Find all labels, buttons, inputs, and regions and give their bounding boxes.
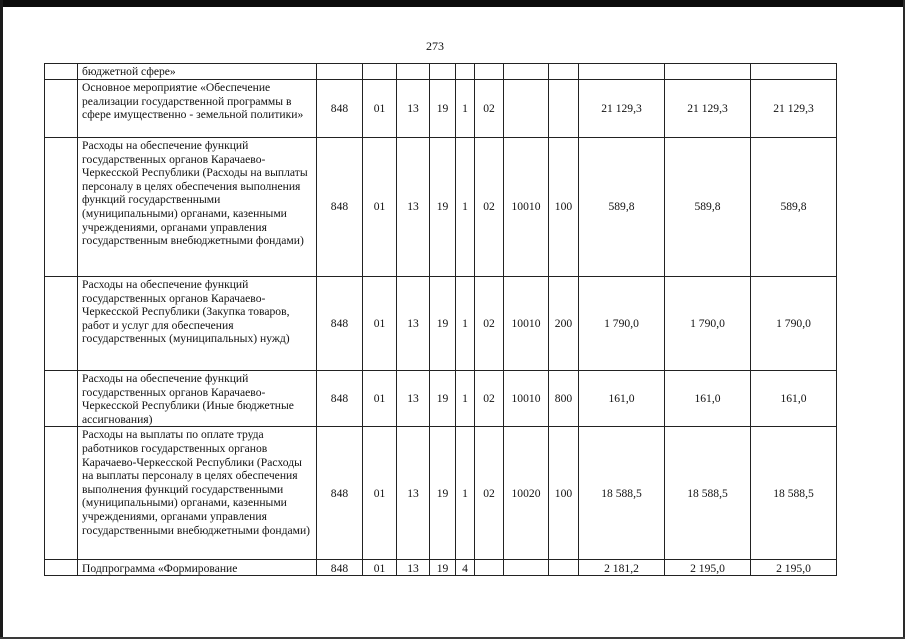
cell-event [475, 560, 504, 576]
cell-subprogram: 1 [456, 138, 475, 277]
table-row [45, 80, 837, 138]
scan-edge-top [0, 0, 905, 7]
cell-sum-1: 21 129,3 [579, 80, 665, 138]
cell-program: 19 [430, 371, 456, 427]
cell-event: 02 [475, 80, 504, 138]
cell-sum-1: 1 790,0 [579, 277, 665, 371]
cell-direction [504, 80, 549, 138]
cell-admin: 848 [317, 371, 363, 427]
cell-section: 01 [363, 138, 397, 277]
cell-sum-2 [665, 64, 751, 80]
cell-sum-2: 589,8 [665, 138, 751, 277]
cell-sum-2: 2 195,0 [665, 560, 751, 576]
cell-direction: 10020 [504, 427, 549, 560]
cell-sum-1: 589,8 [579, 138, 665, 277]
cell-subprogram: 1 [456, 371, 475, 427]
table-row [45, 138, 837, 277]
cell-sum-3: 1 790,0 [751, 277, 837, 371]
cell-subsection [397, 64, 430, 80]
cell-subsection: 13 [397, 80, 430, 138]
cell-event: 02 [475, 371, 504, 427]
cell-section: 01 [363, 80, 397, 138]
cell-sum-2: 18 588,5 [665, 427, 751, 560]
cell-subsection: 13 [397, 138, 430, 277]
cell-program: 19 [430, 138, 456, 277]
table-cell-blank [45, 427, 78, 560]
cell-name: Расходы на обеспечение функций государственных органов Карачаево-Черкесской Республики (Расходы на выплаты персоналу в целях обеспечения выполнения функций государственными (муниципальными) органами, казенными учреждениями, органами управления государственным внебюджетными фондами) [78, 138, 317, 277]
cell-event: 02 [475, 138, 504, 277]
cell-admin [317, 64, 363, 80]
cell-program: 19 [430, 560, 456, 576]
cell-name: Расходы на обеспечение функций государственных органов Карачаево-Черкесской Республики (Иные бюджетные ассигнования) [78, 371, 317, 427]
cell-expense-type: 200 [549, 277, 579, 371]
table-row [45, 427, 837, 560]
cell-event [475, 64, 504, 80]
cell-expense-type: 100 [549, 138, 579, 277]
cell-expense-type [549, 64, 579, 80]
cell-section: 01 [363, 277, 397, 371]
cell-direction: 10010 [504, 138, 549, 277]
cell-subsection: 13 [397, 560, 430, 576]
cell-direction: 10010 [504, 371, 549, 427]
cell-sum-3: 2 195,0 [751, 560, 837, 576]
cell-subprogram: 1 [456, 80, 475, 138]
cell-direction [504, 560, 549, 576]
cell-sum-2: 161,0 [665, 371, 751, 427]
cell-name: бюджетной сфере» [78, 64, 317, 80]
cell-sum-2: 1 790,0 [665, 277, 751, 371]
table-cell-blank [45, 560, 78, 576]
cell-name: Расходы на обеспечение функций государственных органов Карачаево-Черкесской Республики (Закупка товаров, работ и услуг для обеспечения государственных (муниципальных) нужд) [78, 277, 317, 371]
table-row [45, 560, 837, 576]
cell-sum-1: 2 181,2 [579, 560, 665, 576]
cell-program: 19 [430, 277, 456, 371]
cell-sum-3: 589,8 [751, 138, 837, 277]
cell-name: Расходы на выплаты по оплате труда работников государственных органов Карачаево-Черкесской Республики (Расходы на выплаты персоналу в целях обеспечения выполнения функций государственными (муниципальными) органами, казенными учреждениями, органами управления государственными внебюджетными фондами) [78, 427, 317, 560]
cell-admin: 848 [317, 277, 363, 371]
cell-sum-1: 161,0 [579, 371, 665, 427]
cell-sum-3: 21 129,3 [751, 80, 837, 138]
cell-sum-3 [751, 64, 837, 80]
cell-program [430, 64, 456, 80]
cell-event: 02 [475, 427, 504, 560]
table-cell-blank [45, 138, 78, 277]
cell-admin: 848 [317, 138, 363, 277]
cell-sum-1: 18 588,5 [579, 427, 665, 560]
cell-subprogram [456, 64, 475, 80]
cell-sum-3: 161,0 [751, 371, 837, 427]
table-cell-blank [45, 80, 78, 138]
cell-admin: 848 [317, 427, 363, 560]
cell-admin: 848 [317, 80, 363, 138]
cell-direction: 10010 [504, 277, 549, 371]
table-row [45, 64, 837, 80]
budget-table [44, 63, 837, 576]
table-cell-blank [45, 371, 78, 427]
table-row [45, 371, 837, 427]
cell-expense-type: 100 [549, 427, 579, 560]
cell-subsection: 13 [397, 371, 430, 427]
cell-section: 01 [363, 427, 397, 560]
cell-sum-2: 21 129,3 [665, 80, 751, 138]
cell-section [363, 64, 397, 80]
cell-subsection: 13 [397, 427, 430, 560]
cell-sum-1 [579, 64, 665, 80]
table-cell-blank [45, 277, 78, 371]
cell-admin: 848 [317, 560, 363, 576]
cell-sum-3: 18 588,5 [751, 427, 837, 560]
table-row [45, 277, 837, 371]
scan-edge-left [0, 0, 3, 639]
cell-program: 19 [430, 80, 456, 138]
cell-direction [504, 64, 549, 80]
cell-expense-type [549, 560, 579, 576]
cell-name: Основное мероприятие «Обеспечение реализации государственной программы в сфере имущественно - земельной политики» [78, 80, 317, 138]
table-cell-blank [45, 64, 78, 80]
cell-name: Подпрограмма «Формирование [78, 560, 317, 576]
cell-subsection: 13 [397, 277, 430, 371]
cell-event: 02 [475, 277, 504, 371]
cell-subprogram: 4 [456, 560, 475, 576]
cell-section: 01 [363, 371, 397, 427]
page-number: 273 [426, 39, 444, 53]
cell-section: 01 [363, 560, 397, 576]
cell-expense-type [549, 80, 579, 138]
budget-table-body [45, 64, 837, 576]
cell-program: 19 [430, 427, 456, 560]
cell-expense-type: 800 [549, 371, 579, 427]
cell-subprogram: 1 [456, 277, 475, 371]
cell-subprogram: 1 [456, 427, 475, 560]
